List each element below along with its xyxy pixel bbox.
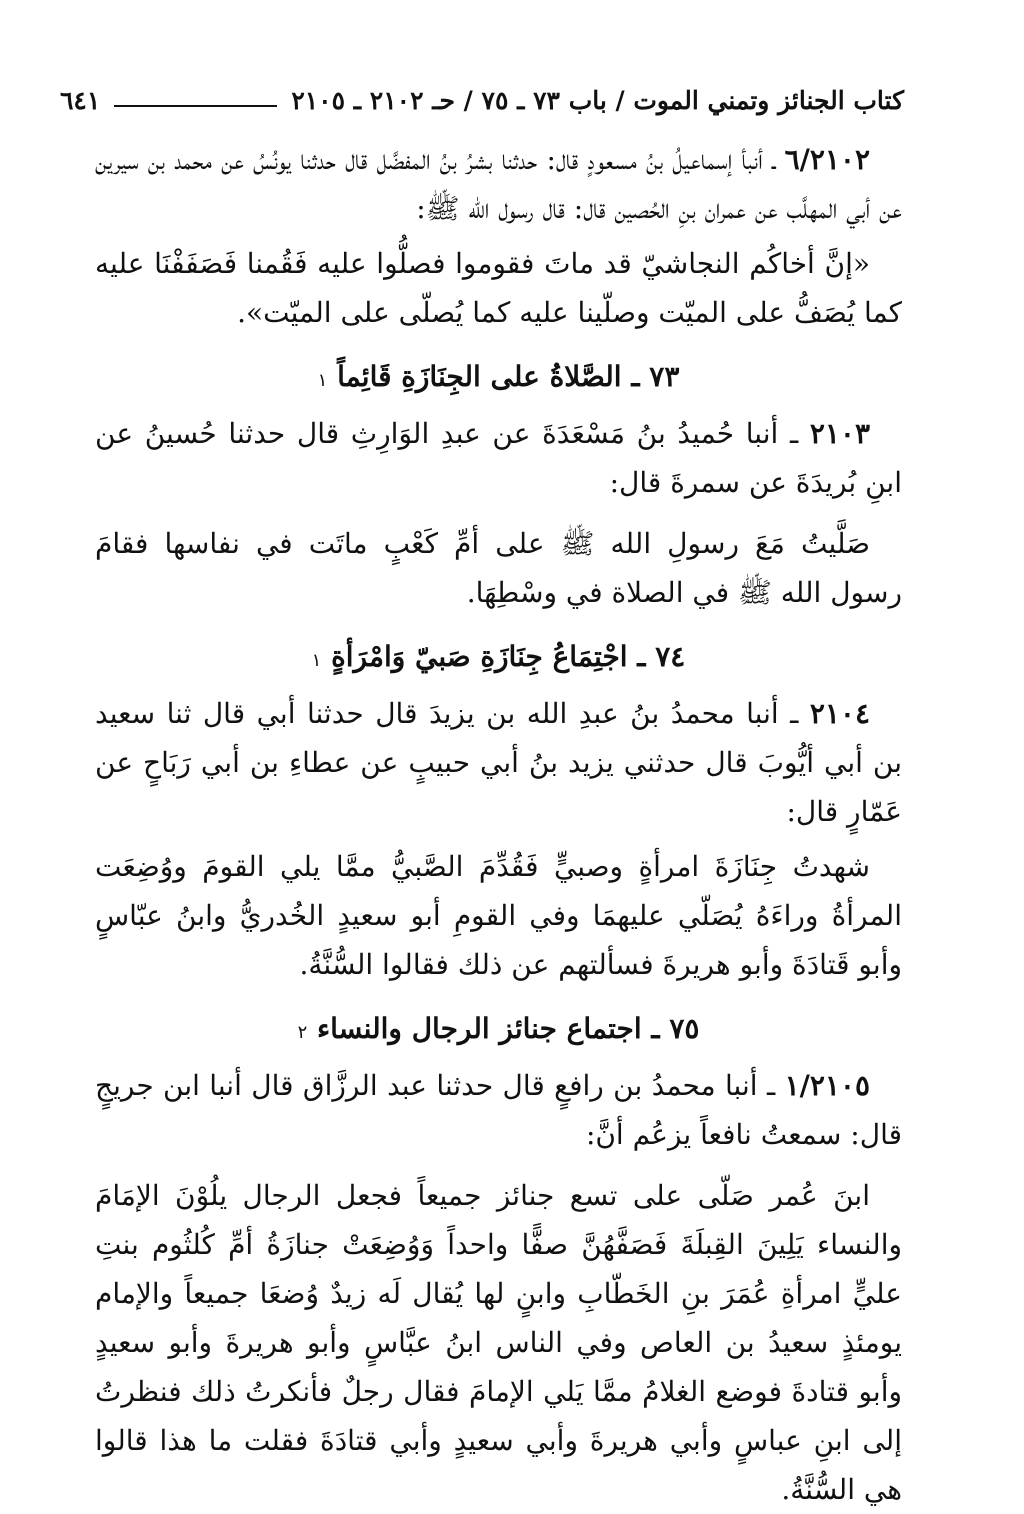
running-header: [60, 80, 904, 120]
hadith-number: ٦/٢١٠٢: [784, 143, 870, 176]
hadith-2104-matn: شهدتُ جِنَازَةَ امرأةٍ وصبيٍّ فَقُدِّمَ الصَّبيُّ ممَّا يلي القومَ ووُضِعَت المرأةُ وراءَهُ يُصَلّي عليهمَا وفي القومِ أبو سعيدٍ الخُدريُّ وابنُ عبّاسٍ وأبو قَتادَةَ وأبو هريرةَ فسألتهم عن ذلك فقالوا السُّنَّةُ.: [95, 850, 902, 981]
hadith-2102-matn: «إنَّ أخاكُم النجاشيّ قد ماتَ فقوموا فصلُّوا عليه فَقُمنا فَصَفَفْنَا عليه كما يُصَفُّ على الميّت وصلّينا عليه كما يُصلّى على الميّت».: [95, 247, 902, 329]
isnad-text: ـ أنبأ إسماعيلُ بنُ مسعودٍ قال: حدثنا بشرُ بنُ المفضَّل قال حدثنا يونُسُ عن محمد بن سيرين عن أبي المهلَّب عن عمران بنِ الحُصين قال: قال رسول الله ﷺ:: [95, 143, 902, 225]
hadith-2103-isnad: [95, 409, 902, 507]
hadith-2104-isnad: [95, 689, 902, 836]
isnad-text: ـ أنبا محمدُ بنُ عبدِ الله بن يزيدَ قال حدثنا أبي قال ثنا سعيد بن أبي أيُّوبَ قال حدثني يزيد بنُ أبي حبيبٍ عن عطاءِ بن أبي رَبَاحٍ عن عَمّارٍ قال:: [95, 697, 902, 828]
isnad-text: ـ أنبا محمدُ بن رافعٍ قال حدثنا عبد الرزَّاق قال أنبا ابن جريجٍ قال: سمعتُ نافعاً يزعُم أنَّ:: [95, 1069, 902, 1151]
chapter-title: ٧٥ ـ اجتماع جنائز الرجال والنساء: [317, 1012, 700, 1045]
chapter-title: ٧٤ ـ اجْتِمَاعُ جِنَازَةِ صَبيّ وَامْرَأةٍ: [331, 640, 686, 673]
footnote-marker: ١: [317, 370, 328, 391]
header-title: كتاب الجنائز وتمني الموت / باب ٧٣ ـ ٧٥ / حـ ٢١٠٢ ـ ٢١٠٥: [291, 85, 904, 115]
footnote-marker: ٢: [297, 1022, 308, 1043]
page-number: ٦٤١: [60, 85, 101, 115]
hadith-number: ٢١٠٣: [809, 417, 870, 450]
hadith-2105-isnad: [95, 1061, 902, 1159]
hadith-number: ٢١٠٤: [809, 697, 870, 730]
chapter-74-heading: [95, 629, 902, 689]
chapter-75-heading: [95, 1001, 902, 1061]
hadith-2103-matn: صَلَّيتُ مَعَ رسولِ الله ﷺ على أمِّ كَعْبٍ ماتَت في نفاسها فقامَ رسول الله ﷺ في الصلاة في وسْطِهَا.: [95, 527, 902, 609]
hadith-number: ١/٢١٠٥: [784, 1069, 870, 1102]
isnad-text: ـ أنبا حُميدُ بنُ مَسْعَدَةَ عن عبدِ الوَارِثِ قال حدثنا حُسينُ عن ابنِ بُريدَةَ عن سمرةَ قال:: [95, 417, 902, 499]
chapter-title: ٧٣ ـ الصَّلاةُ على الجِنَازَةِ قَائِماً: [337, 360, 680, 393]
hadith-2105-matn: ابنَ عُمر صَلّى على تسع جنائز جميعاً فجعل الرجال يلُوْنَ الإمَامَ والنساء يَلِينَ القِبلَةَ فَصَفَّهُنَّ صفًّا واحداً وَوُضِعَتْ جنازَةُ أمِّ كُلثُوم بنتِ عليٍّ امرأةِ عُمَرَ بنِ الخَطّابِ وابنٍ لها يُقال لَه زيدٌ وُضعَا جميعاً والإمام يومئذٍ سعيدُ بن العاص وفي الناس ابنُ عبَّاسٍ وأبو هريرةَ وأبو سعيدٍ وأبو قتادةَ فوضع الغلامُ ممَّا يَلي الإمامَ فقال رجلٌ فأنكرتُ ذلك فنظرتُ إلى ابنِ عباسٍ وأبي هريرةَ وأبي سعيدٍ وأبي قتادَةَ فقلت ما هذا قالوا هي السُّنَّةُ.: [95, 1179, 902, 1506]
page-body: [95, 135, 902, 1514]
header-rule: [114, 105, 277, 107]
footnote-marker: ١: [311, 650, 322, 671]
hadith-2102-isnad: [95, 135, 902, 233]
chapter-73-heading: [95, 349, 902, 409]
